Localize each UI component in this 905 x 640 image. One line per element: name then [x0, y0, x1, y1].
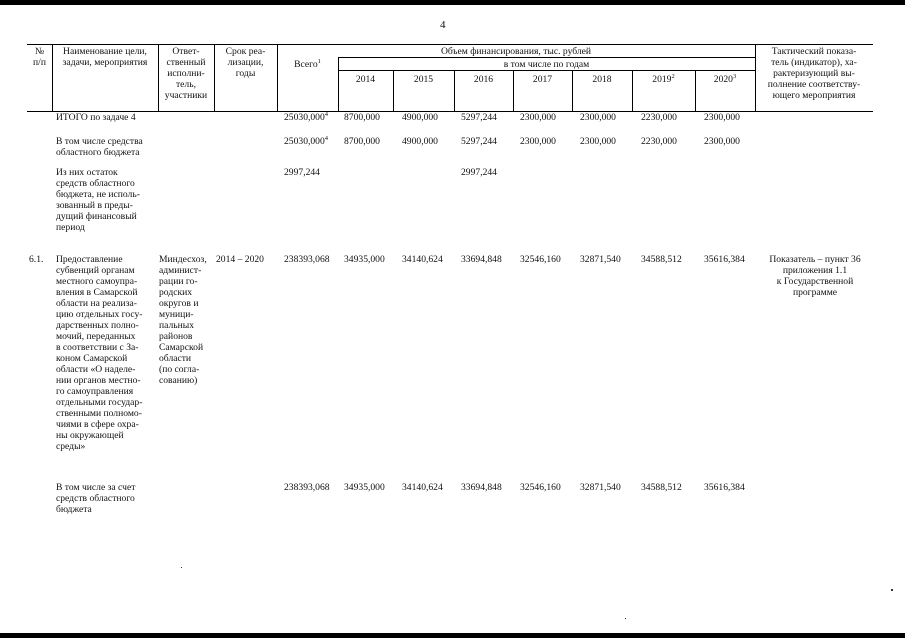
row-name: ИТОГО по задаче 4 [56, 112, 136, 123]
year-group-rule [338, 57, 755, 58]
row-value-2019: 2230,000 [641, 112, 677, 123]
scan-speck [181, 567, 182, 568]
header-num: № п/п [33, 46, 46, 68]
header-year-2015: 2015 [413, 74, 434, 85]
row-name: Из них остаток средств областного бюджета, не исполь- зованный в преды- дущий финансовый период [56, 167, 140, 233]
row-value-2019: 34588,512 [641, 482, 682, 493]
row-value-2016: 5297,244 [461, 136, 497, 147]
row-value-2015: 4900,000 [402, 112, 438, 123]
header-funding: Объем финансирования, тыс. рублей [440, 46, 592, 57]
row-value-2015: 34140,624 [402, 254, 443, 265]
row-value-2020: 2300,000 [704, 136, 740, 147]
row-value-2017: 32546,160 [520, 482, 561, 493]
top-border [0, 0, 905, 5]
row-value-2017: 2300,000 [520, 112, 556, 123]
row-value-2020: 35616,384 [704, 254, 745, 265]
header-top-rule [27, 44, 873, 45]
row-value-2016: 33694,848 [461, 482, 502, 493]
row-value-2019: 2230,000 [641, 136, 677, 147]
header-year-2020: 2020$^3$ [713, 72, 737, 85]
row-value-2020: 35616,384 [704, 482, 745, 493]
row-value-2015: 34140,624 [402, 482, 443, 493]
row-value-2018: 2300,000 [580, 136, 616, 147]
page-number: 4 [440, 19, 446, 31]
row-value-2019: 34588,512 [641, 254, 682, 265]
row-term: 2014 – 2020 [216, 254, 264, 265]
header-year-2018: 2018 [592, 74, 612, 85]
header-year-2014: 2014 [355, 74, 376, 85]
row-value-2016: 33694,848 [461, 254, 502, 265]
header-bottom-rule [27, 111, 873, 112]
row-value-2017: 32546,160 [520, 254, 561, 265]
row-value-2016: 2997,244 [461, 167, 497, 178]
row-value-2014: 8700,000 [344, 136, 380, 147]
header-responsible: Ответ- ственный исполни- тель, участники [164, 46, 208, 101]
row-total: 2997,244 [284, 167, 320, 178]
header-name: Наименование цели, задачи, мероприятия [62, 46, 148, 68]
row-value-2018: 32871,540 [580, 254, 621, 265]
row-value-2014: 34935,000 [344, 254, 385, 265]
row-value-2018: 2300,000 [580, 112, 616, 123]
row-value-2017: 2300,000 [520, 136, 556, 147]
header-year-2017: 2017 [532, 74, 553, 85]
scan-speck [891, 589, 893, 591]
row-total: 25030,000$^4$ [284, 134, 329, 147]
bottom-border [0, 633, 905, 638]
row-value-2014: 34935,000 [344, 482, 385, 493]
row-name: Предоставление субвенций органам местного самоупра- вления в Самарской области на реализа- цию отдельных госу- дарственных полно- мочий, переданных в соответствии с За- коном Самарской области «О наделе- нии органов местно- го самоуправления отдельными государ- ственными полномо- чиями в сфере охра- ны окружающей среды» [56, 254, 143, 452]
row-value-2014: 8700,000 [344, 112, 380, 123]
header-year-2016: 2016 [473, 74, 494, 85]
row-total: 25030,000$^4$ [284, 110, 329, 123]
row-total: 238393,068 [284, 254, 330, 265]
row-value-2015: 4900,000 [402, 136, 438, 147]
row-number: 6.1. [29, 254, 44, 265]
header-year-2019: 2019$^2$ [652, 72, 675, 85]
header-term: Срок реа- лизации, годы [225, 46, 266, 79]
row-name: В том числе за счет средств областного бюджета [56, 482, 136, 515]
row-value-2016: 5297,244 [461, 112, 497, 123]
row-value-2020: 2300,000 [704, 112, 740, 123]
header-indicator: Тактический показа- тель (индикатор), ха- рактеризующий вы- полнение соответству- ющего мероприятия [767, 46, 861, 101]
row-name: В том числе средства областного бюджета [56, 136, 143, 158]
row-value-2018: 32871,540 [580, 482, 621, 493]
row-responsible: Миндесхоз, админист- рации го- родских округов и муници- пальных районов Самарской области (по согла- сованию) [159, 254, 207, 386]
header-total: Всего$^1$ [294, 57, 321, 70]
year-row-rule [338, 70, 755, 71]
header-by-year: в том числе по годам [503, 59, 590, 70]
scan-speck [625, 618, 626, 619]
row-total: 238393,068 [284, 482, 330, 493]
row-indicator: Показатель – пункт 36 приложения 1.1 к Государственной программе [769, 254, 861, 298]
